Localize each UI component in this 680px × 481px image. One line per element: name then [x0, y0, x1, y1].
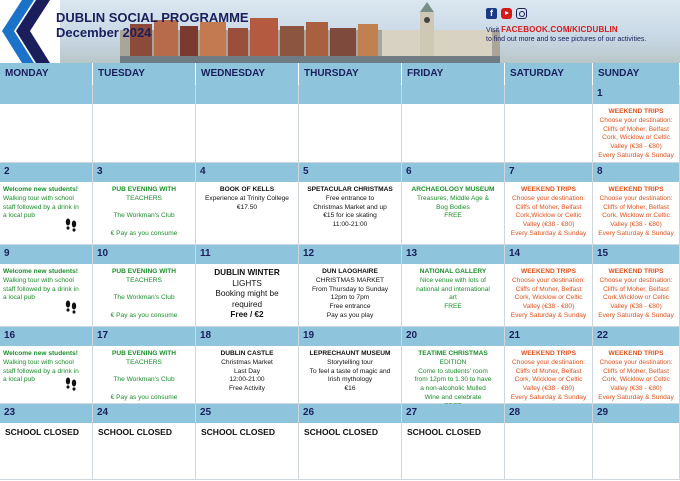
event-description: [593, 182, 679, 239]
event-line: [96, 221, 192, 230]
week-row: [0, 85, 680, 163]
event-description: [0, 264, 92, 303]
day-number: 7: [505, 163, 592, 182]
event-line: Last Day: [233, 367, 261, 375]
event-line: Every Saturday & Sunday: [598, 151, 674, 159]
event-line: [96, 303, 192, 312]
day-cell-1[interactable]: [593, 85, 680, 163]
event-description: [0, 182, 92, 221]
event-line: FREE: [444, 303, 462, 311]
instagram-icon[interactable]: [516, 8, 527, 19]
event-line: Nice venue with lots of: [420, 276, 486, 284]
event-title: WEEKEND TRIPS: [608, 350, 664, 357]
event-line: TEACHERS: [126, 194, 162, 202]
event-line: Choose your destination:: [512, 276, 585, 284]
event-line: Free entrance: [329, 303, 371, 311]
school-closed-label: [593, 423, 679, 427]
day-number: 6: [402, 163, 504, 182]
event-description: [402, 182, 504, 221]
event-title: Welcome new students!: [3, 350, 78, 357]
event-line: Cork,Wicklow or Celtic: [515, 212, 582, 220]
day-cell-4[interactable]: [196, 163, 299, 245]
day-number: [93, 85, 195, 104]
day-cell-13[interactable]: [402, 245, 505, 327]
event-description: [196, 346, 298, 394]
event-line: FREE: [444, 212, 462, 220]
event-title: WEEKEND TRIPS: [608, 186, 664, 193]
event-title: DUN LAOGHAIRE: [322, 268, 378, 275]
event-line: a local pub: [3, 294, 35, 302]
event-line: Valley (€38 - €80): [522, 221, 575, 229]
day-number: 23: [0, 404, 92, 423]
day-number: 2: [0, 163, 92, 182]
event-title: WEEKEND TRIPS: [521, 186, 576, 193]
visit-rest: to find out more and to see pictures of our activities.: [486, 36, 647, 43]
day-cell-23[interactable]: [0, 404, 93, 480]
event-description: [593, 346, 679, 403]
event-line: a non-alcoholic Mulled: [420, 385, 486, 393]
day-cell-15[interactable]: [593, 245, 680, 327]
day-cell-27[interactable]: [402, 404, 505, 480]
event-description: [402, 264, 504, 312]
day-name-tuesday: TUESDAY: [93, 63, 196, 85]
visit-prefix: Visit: [486, 27, 500, 34]
event-line: Cliffs of Moher, Belfast: [603, 203, 669, 211]
day-cell-2[interactable]: [0, 163, 93, 245]
event-line: Cliffs of Moher, Belfast: [603, 125, 669, 133]
event-line: 12pm to 7pm: [330, 294, 370, 302]
page-subtitle: December 2024: [56, 25, 152, 40]
school-closed-label: [505, 423, 592, 427]
empty-day-cell: [0, 85, 93, 163]
day-names-row: [0, 63, 680, 85]
event-line: Treasures, Middle Age &: [417, 194, 489, 202]
day-cell-11[interactable]: [196, 245, 299, 327]
day-number: 22: [593, 327, 679, 346]
event-line: 11:00-21:00: [332, 221, 368, 229]
event-line: staff followed by a drink in: [3, 285, 79, 293]
event-line: Cliffs of Moher, Belfast: [515, 367, 582, 375]
event-line: Cork, Wicklow or Celtic: [514, 294, 583, 302]
event-title: TEATIME CHRISTMAS: [418, 350, 488, 357]
school-closed-label: SCHOOL CLOSED: [5, 427, 79, 437]
event-line: [96, 286, 192, 295]
day-cell-26[interactable]: [299, 404, 402, 480]
event-line: TEACHERS: [126, 276, 162, 284]
event-description: [505, 264, 592, 321]
youtube-icon[interactable]: [501, 8, 512, 19]
event-line: Cork,Wicklow or Celtic: [603, 294, 669, 302]
day-name-thursday: THURSDAY: [299, 63, 402, 85]
event-description: [299, 346, 401, 394]
event-line: Choose your destination:: [599, 194, 673, 202]
day-number: 12: [299, 245, 401, 264]
event-line: Walking tour with school: [3, 194, 74, 202]
day-number: 15: [593, 245, 679, 264]
event-title: PUB EVENING WITH: [111, 186, 177, 193]
footprints-icon: [64, 376, 78, 395]
event-line: €15 for ice skating: [323, 212, 377, 220]
day-number: 17: [93, 327, 195, 346]
footprints-icon: [64, 299, 78, 318]
event-line: Cliffs of Moher, Belfast: [603, 285, 669, 293]
event-description: [0, 346, 92, 385]
event-line: Choose your destination:: [512, 194, 585, 202]
event-line: TEACHERS: [126, 358, 162, 366]
day-cell-5[interactable]: [299, 163, 402, 245]
day-number: 8: [593, 163, 679, 182]
event-description: [593, 264, 679, 321]
day-cell-14[interactable]: [505, 245, 593, 327]
event-line: Cliffs of Moher, Belfast: [515, 285, 582, 293]
day-number: [0, 85, 92, 104]
event-line: Valley (€38 - €80): [610, 221, 662, 229]
day-number: 21: [505, 327, 592, 346]
event-line: Irish mythology: [327, 376, 373, 384]
event-line: From Thursday to Sunday: [311, 285, 389, 293]
event-line: Free Activity: [229, 385, 265, 393]
day-number: 24: [93, 404, 195, 423]
weeks: [0, 85, 680, 480]
day-cell-6[interactable]: [402, 163, 505, 245]
event-line: CHRISTMAS MARKET: [315, 276, 385, 284]
school-closed-label: SCHOOL CLOSED: [98, 427, 172, 437]
week-row: [0, 163, 680, 245]
event-line: Free / €2: [230, 310, 264, 319]
event-line: LIGHTS: [232, 278, 262, 288]
event-title: WEEKEND TRIPS: [521, 350, 576, 357]
visit-text: [486, 25, 676, 44]
event-line: Walking tour with school: [3, 276, 74, 284]
day-cell-16[interactable]: [0, 327, 93, 404]
day-number: [196, 85, 298, 104]
day-name-saturday: SATURDAY: [505, 63, 593, 85]
empty-day-cell: [196, 85, 299, 163]
empty-day-cell: [93, 85, 196, 163]
event-description: [196, 264, 298, 321]
day-number: 28: [505, 404, 592, 423]
event-description: [299, 182, 401, 230]
event-title: ARCHAEOLOGY MUSEUM: [411, 186, 495, 193]
day-cell-7[interactable]: [505, 163, 593, 245]
social-icons: [486, 8, 527, 19]
event-line: from 12pm to 1.30 to have: [414, 376, 492, 384]
event-line: Booking might be: [215, 289, 279, 298]
event-line: [96, 385, 192, 394]
day-number: 1: [593, 85, 679, 104]
day-number: 3: [93, 163, 195, 182]
day-number: 4: [196, 163, 298, 182]
day-cell-29[interactable]: [593, 404, 680, 480]
event-line: Choose your destination:: [599, 358, 673, 366]
event-line: Walking tour with school: [3, 358, 74, 366]
event-line: required: [231, 299, 263, 309]
day-number: 11: [196, 245, 298, 264]
facebook-link[interactable]: FACEBOOK.COM/KICDUBLIN: [501, 25, 618, 34]
event-line: Cork, Wicklow or Celtic: [602, 212, 670, 220]
week-row: [0, 245, 680, 327]
event-line: Every Saturday & Sunday: [598, 393, 674, 401]
event-line: Every Saturday & Sunday: [598, 229, 674, 237]
event-line: € Pay as you consume: [110, 311, 178, 319]
day-name-monday: MONDAY: [0, 63, 93, 85]
event-line: Cliffs of Moher, Belfast: [603, 367, 669, 375]
day-cell-21[interactable]: [505, 327, 593, 404]
event-description: [402, 346, 504, 412]
event-line: Every Saturday & Sunday: [510, 229, 587, 237]
event-line: The Workman's Club: [113, 212, 175, 220]
event-line: Cork, Wicklow or Celtic: [602, 134, 670, 142]
school-closed-label: SCHOOL CLOSED: [201, 427, 275, 437]
event-description: [505, 182, 592, 239]
facebook-icon[interactable]: f: [486, 8, 497, 19]
footprints-icon: [64, 217, 78, 236]
event-line: Christmas Market: [221, 358, 273, 366]
day-cell-20[interactable]: [402, 327, 505, 404]
event-line: Choose your destination:: [599, 116, 673, 124]
event-title: SPETACULAR CHRISTMAS: [307, 186, 393, 193]
event-title: NATIONAL GALLERY: [419, 268, 487, 275]
empty-day-cell: [505, 85, 593, 163]
event-line: €16: [344, 385, 356, 393]
event-title: PUB EVENING WITH: [111, 350, 177, 357]
day-number: 20: [402, 327, 504, 346]
event-line: staff followed by a drink in: [3, 367, 79, 375]
day-number: [505, 85, 592, 104]
event-title: DUBLIN WINTER: [214, 268, 280, 277]
event-line: staff followed by a drink in: [3, 203, 79, 211]
event-line: Storytelling tour: [327, 358, 373, 366]
event-line: a local pub: [3, 212, 35, 220]
day-cell-12[interactable]: [299, 245, 402, 327]
day-number: 26: [299, 404, 401, 423]
day-cell-22[interactable]: [593, 327, 680, 404]
day-number: 29: [593, 404, 679, 423]
event-line: Pay as you play: [326, 311, 374, 319]
day-number: 25: [196, 404, 298, 423]
event-line: € Pay as you consume: [110, 393, 178, 401]
week-row: [0, 404, 680, 480]
day-number: 19: [299, 327, 401, 346]
event-line: Valley (€38 - €80): [522, 385, 575, 393]
event-line: Choose your destination:: [512, 358, 585, 366]
event-line: Valley (€38 - €80): [610, 143, 662, 151]
day-cell-3[interactable]: [93, 163, 196, 245]
event-line: [96, 204, 192, 213]
week-row: [0, 327, 680, 404]
header-banner: [0, 0, 680, 63]
event-description: [593, 104, 679, 161]
day-number: 13: [402, 245, 504, 264]
day-number: 18: [196, 327, 298, 346]
event-line: Valley (€38 - €80): [610, 303, 662, 311]
day-cell-9[interactable]: [0, 245, 93, 327]
day-name-sunday: SUNDAY: [593, 63, 680, 85]
logo-chevron: [0, 0, 60, 63]
event-line: Cliffs of Moher, Belfast: [515, 203, 582, 211]
event-description: [196, 182, 298, 212]
day-number: 14: [505, 245, 592, 264]
page-title: DUBLIN SOCIAL PROGRAMME: [56, 10, 249, 25]
day-cell-19[interactable]: [299, 327, 402, 404]
event-description: [505, 346, 592, 403]
event-line: Choose your destination:: [599, 276, 673, 284]
day-number: 5: [299, 163, 401, 182]
day-name-friday: FRIDAY: [402, 63, 505, 85]
event-title: LEPRECHAUNT MUSEUM: [309, 350, 391, 357]
event-description: [299, 264, 401, 321]
day-number: 9: [0, 245, 92, 264]
event-line: EDITION: [439, 358, 467, 366]
event-title: WEEKEND TRIPS: [521, 268, 576, 275]
event-line: € Pay as you consume: [110, 229, 178, 237]
event-line: Every Saturday & Sunday: [510, 311, 587, 319]
day-cell-8[interactable]: [593, 163, 680, 245]
event-description: [93, 346, 195, 403]
day-number: 16: [0, 327, 92, 346]
event-title: WEEKEND TRIPS: [608, 108, 664, 115]
event-line: art: [449, 294, 457, 302]
event-line: Cork, Wicklow or Celtic: [602, 376, 670, 384]
event-line: Experience at Trinity College: [205, 194, 289, 202]
event-line: a local pub: [3, 376, 35, 384]
event-line: Cork, Wicklow or Celtic: [514, 376, 583, 384]
event-line: Every Saturday & Sunday: [510, 393, 587, 401]
event-title: Welcome new students!: [3, 268, 78, 275]
event-line: €17.50: [236, 203, 258, 211]
event-description: [93, 182, 195, 239]
event-line: [96, 368, 192, 377]
day-cell-18[interactable]: [196, 327, 299, 404]
event-line: Valley (€38 - €80): [610, 385, 662, 393]
event-line: Every Saturday & Sunday: [598, 311, 674, 319]
event-line: national and international: [416, 285, 490, 293]
empty-day-cell: [299, 85, 402, 163]
day-number: [402, 85, 504, 104]
calendar: [0, 63, 680, 480]
event-title: PUB EVENING WITH: [111, 268, 177, 275]
event-title: DUBLIN CASTLE: [220, 350, 274, 357]
event-line: Come to students' room: [418, 367, 488, 375]
event-title: BOOK OF KELLS: [219, 186, 275, 193]
day-name-wednesday: WEDNESDAY: [196, 63, 299, 85]
day-number: 10: [93, 245, 195, 264]
event-title: Welcome new students!: [3, 186, 78, 193]
event-line: The Workman's Club: [113, 376, 175, 384]
school-closed-label: SCHOOL CLOSED: [407, 427, 481, 437]
event-title: WEEKEND TRIPS: [608, 268, 664, 275]
event-line: Valley (€38 - €80): [522, 303, 575, 311]
day-cell-25[interactable]: [196, 404, 299, 480]
day-number: [299, 85, 401, 104]
event-line: The Workman's Club: [113, 294, 175, 302]
day-cell-28[interactable]: [505, 404, 593, 480]
event-line: 12:00-21:00: [229, 376, 265, 384]
event-line: Wine and celebrate: [424, 393, 482, 401]
day-cell-17[interactable]: [93, 327, 196, 404]
event-line: To feel a taste of magic and: [309, 367, 391, 375]
event-line: Free entrance to: [325, 194, 375, 202]
day-number: 27: [402, 404, 504, 423]
event-line: Christmas Market and up: [313, 203, 387, 211]
event-line: Bog Bodies: [436, 203, 470, 211]
empty-day-cell: [402, 85, 505, 163]
school-closed-label: SCHOOL CLOSED: [304, 427, 378, 437]
day-cell-24[interactable]: [93, 404, 196, 480]
event-description: [93, 264, 195, 321]
day-cell-10[interactable]: [93, 245, 196, 327]
